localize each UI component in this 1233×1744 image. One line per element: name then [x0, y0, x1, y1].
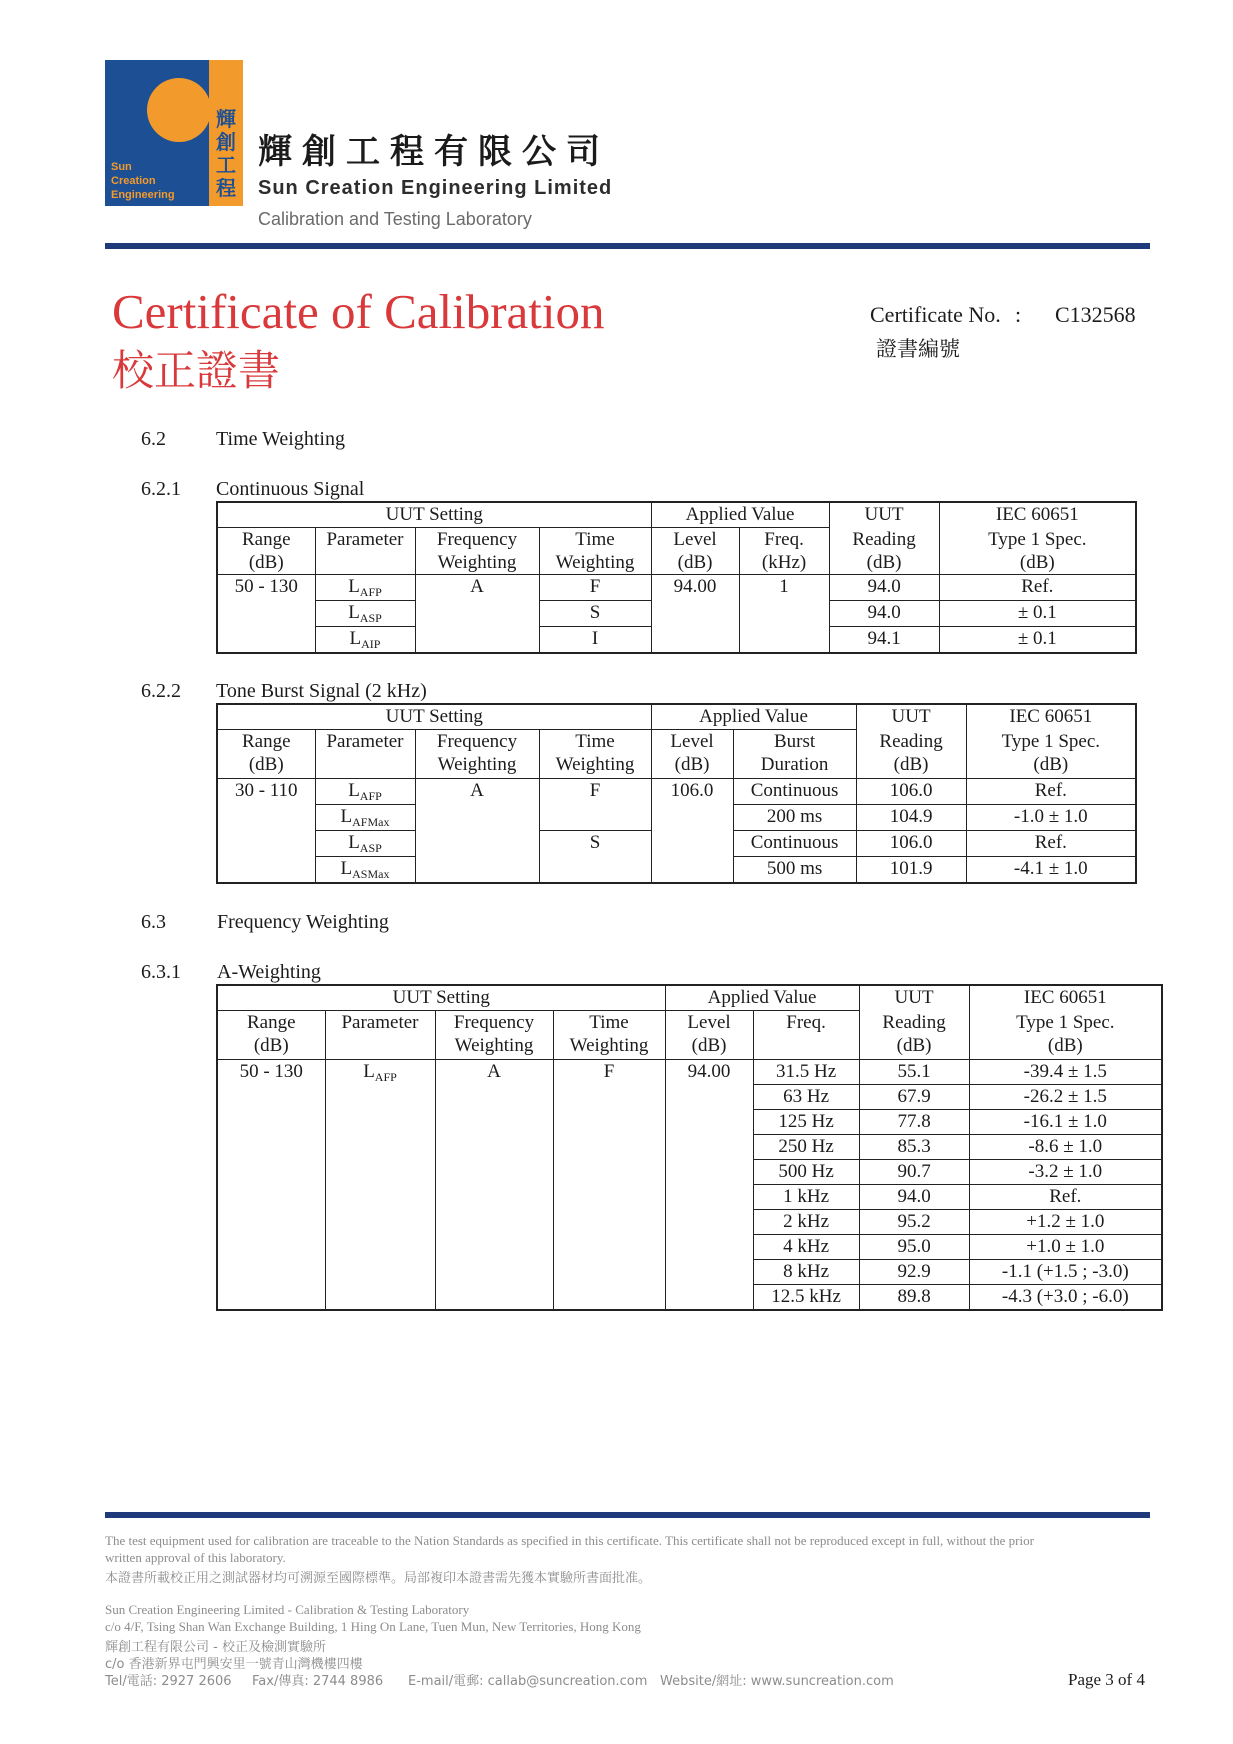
header-line: Weighting — [437, 754, 517, 775]
address-line-chinese: c/o 香港新界屯門興安里一號青山灣機樓四樓 — [105, 1657, 363, 1672]
parameter-subscript: AIP — [361, 637, 381, 651]
website: Website/網址: www.suncreation.com — [660, 1674, 894, 1689]
reading-cell: 104.9 — [856, 805, 966, 831]
header-line: (dB) — [674, 754, 710, 775]
spec-cell: Ref. — [969, 1185, 1162, 1210]
freq-cell: 1 — [739, 575, 829, 654]
time-weighting-header — [539, 730, 651, 779]
freq-cell: 4 kHz — [753, 1235, 859, 1260]
header-line: Time — [575, 731, 615, 752]
header-line: Weighting — [437, 552, 517, 573]
header-line: Duration — [760, 754, 829, 775]
header-divider — [105, 243, 1150, 249]
time-weighting-header — [539, 528, 651, 575]
reading-cell: 94.0 — [829, 575, 939, 601]
section-title: Continuous Signal — [216, 478, 365, 500]
reading-cell: 94.1 — [829, 627, 939, 654]
uut-header: UUT — [829, 502, 939, 528]
parameter-symbol: L — [348, 602, 360, 623]
spec-cell: -4.3 (+3.0 ; -6.0) — [969, 1285, 1162, 1311]
header-line: (dB) — [896, 1034, 932, 1056]
header-line: (dB) — [1047, 1034, 1083, 1056]
spec-cell: +1.2 ± 1.0 — [969, 1210, 1162, 1235]
parameter-subscript: ASP — [359, 841, 382, 855]
sun-icon — [147, 78, 211, 142]
header-line: Frequency — [453, 1012, 535, 1033]
spec-cell: -26.2 ± 1.5 — [969, 1085, 1162, 1110]
header-line: Weighting — [569, 1035, 649, 1056]
logo-vertical-text — [212, 108, 240, 200]
header-line: Parameter — [326, 529, 404, 550]
freq-header — [753, 1011, 859, 1060]
uut-setting-header: UUT Setting — [217, 502, 651, 528]
header-line: Weighting — [555, 754, 635, 775]
parameter-symbol: L — [348, 576, 360, 597]
range-cell: 50 - 130 — [217, 575, 315, 654]
parameter-header — [315, 730, 415, 779]
parameter-subscript: ASMax — [352, 867, 390, 881]
footer-divider — [105, 1512, 1150, 1518]
section-title: Tone Burst Signal (2 kHz) — [216, 680, 427, 702]
section-title: Time Weighting — [216, 428, 345, 450]
spec-cell: Ref. — [966, 779, 1136, 805]
reading-cell: 95.2 — [859, 1210, 969, 1235]
header-line: Time — [589, 1012, 629, 1033]
fax: Fax/傳真: 2744 8986 — [252, 1674, 384, 1689]
header-line: Type 1 Spec. — [1001, 730, 1101, 752]
parameter-cell — [315, 601, 415, 627]
address-line-chinese: 輝創工程有限公司 - 校正及檢測實驗所 — [105, 1640, 326, 1655]
time-weighting-cell: I — [539, 627, 651, 654]
certificate-number-label: Certificate No. — [870, 302, 1001, 327]
applied-value-header: Applied Value — [665, 985, 859, 1011]
header-line: Freq. — [764, 529, 804, 550]
section-title: A-Weighting — [217, 961, 321, 983]
time-weighting-cell: F — [539, 779, 651, 831]
freq-cell: 2 kHz — [753, 1210, 859, 1235]
range-header — [217, 528, 315, 575]
header-line: (dB) — [253, 1035, 289, 1056]
header-line: Type 1 Spec. — [1016, 1011, 1115, 1033]
company-logo — [105, 60, 243, 206]
page-number: Page 3 of 4 — [1068, 1670, 1145, 1689]
spec-cell: Ref. — [966, 831, 1136, 857]
traceability-note: written approval of this laboratory. — [105, 1550, 286, 1565]
spec-cell: -8.6 ± 1.0 — [969, 1135, 1162, 1160]
time-weighting-cell: F — [553, 1060, 665, 1311]
range-header — [217, 730, 315, 779]
logo-char: 創 — [216, 130, 236, 154]
logo-char: 工 — [216, 153, 236, 177]
spec-cell: ± 0.1 — [939, 627, 1136, 654]
header-line: Burst — [773, 731, 816, 752]
freq-cell: 12.5 kHz — [753, 1285, 859, 1311]
frequency-weighting-header — [415, 528, 539, 575]
header-line: Reading — [879, 730, 943, 752]
header-line: Range — [241, 731, 291, 752]
a-weighting-table — [216, 984, 1163, 1311]
header-line: (dB) — [691, 1035, 727, 1056]
time-weighting-cell: S — [539, 831, 651, 884]
header-line: Weighting — [454, 1035, 534, 1056]
parameter-symbol: L — [340, 858, 353, 879]
spec-cell: Ref. — [939, 575, 1136, 601]
continuous-signal-table — [216, 501, 1137, 654]
parameter-subscript: AFP — [359, 789, 382, 803]
logo-char: 程 — [216, 176, 236, 200]
header-line: Level — [670, 731, 714, 752]
time-weighting-header — [553, 1011, 665, 1060]
parameter-symbol: L — [348, 832, 360, 853]
section-number: 6.3.1 — [141, 961, 181, 983]
laboratory-name: Calibration and Testing Laboratory — [258, 209, 532, 229]
level-cell: 94.00 — [665, 1060, 753, 1311]
burst-duration-cell: Continuous — [733, 831, 856, 857]
header-line: (dB) — [1019, 551, 1055, 573]
parameter-subscript: ASP — [359, 611, 382, 625]
certificate-title-chinese: 校正證書 — [112, 346, 281, 395]
reading-cell: 85.3 — [859, 1135, 969, 1160]
spec-cell: -1.1 (+1.5 ; -3.0) — [969, 1260, 1162, 1285]
header-line: Parameter — [326, 731, 404, 752]
reading-cell: 92.9 — [859, 1260, 969, 1285]
reading-cell: 89.8 — [859, 1285, 969, 1311]
reading-header — [856, 730, 966, 779]
certificate-title: Certificate of Calibration — [112, 284, 605, 339]
level-cell: 106.0 — [651, 779, 733, 884]
section-number: 6.3 — [141, 911, 166, 933]
frequency-weighting-header — [415, 730, 539, 779]
address-line: Sun Creation Engineering Limited - Calibration & Testing Laboratory — [105, 1602, 470, 1617]
company-name-chinese: 輝創工程有限公司 — [258, 132, 610, 172]
parameter-symbol: L — [349, 628, 362, 649]
certificate-number-colon: : — [1015, 302, 1022, 327]
frequency-weighting-cell: A — [415, 575, 539, 654]
traceability-note: The test equipment used for calibration are traceable to the Nation Standards as specified in this certificate. This certificate shall not be reproduced except in full, without the prior — [105, 1533, 1034, 1548]
table-row — [217, 779, 1136, 805]
reading-cell: 101.9 — [856, 857, 966, 884]
section-number: 6.2 — [141, 428, 166, 450]
certificate-number-label-chinese: 證書編號 — [876, 337, 960, 361]
company-name-english: Sun Creation Engineering Limited — [258, 177, 613, 199]
burst-duration-header — [733, 730, 856, 779]
section-number: 6.2.1 — [141, 478, 181, 500]
uut-setting-header: UUT Setting — [217, 985, 665, 1011]
telephone: Tel/電話: 2927 2606 — [105, 1674, 232, 1689]
reading-cell: 106.0 — [856, 779, 966, 805]
header-line: Time — [575, 529, 615, 550]
level-cell: 94.00 — [651, 575, 739, 654]
spec-cell: -4.1 ± 1.0 — [966, 857, 1136, 884]
freq-cell: 500 Hz — [753, 1160, 859, 1185]
burst-duration-cell: 500 ms — [733, 857, 856, 884]
header-line: (dB) — [893, 753, 929, 775]
parameter-cell — [315, 779, 415, 805]
burst-duration-cell: Continuous — [733, 779, 856, 805]
header-line: Weighting — [555, 552, 635, 573]
parameter-subscript: AFP — [374, 1070, 397, 1084]
spec-cell: ± 0.1 — [939, 601, 1136, 627]
header-line: Range — [241, 529, 291, 550]
freq-cell: 250 Hz — [753, 1135, 859, 1160]
freq-cell: 31.5 Hz — [753, 1060, 859, 1085]
reading-cell: 90.7 — [859, 1160, 969, 1185]
parameter-subscript: AFMax — [352, 815, 390, 829]
frequency-weighting-cell: A — [415, 779, 539, 884]
tone-burst-table — [216, 703, 1137, 884]
range-cell: 50 - 130 — [217, 1060, 325, 1311]
reading-cell: 94.0 — [859, 1185, 969, 1210]
traceability-note-chinese: 本證書所載校正用之測試器材均可溯源至國際標準。局部複印本證書需先獲本實驗所書面批准。 — [105, 1571, 652, 1586]
freq-header — [739, 528, 829, 575]
uut-header: UUT — [856, 704, 966, 730]
reading-cell: 94.0 — [829, 601, 939, 627]
time-weighting-cell: S — [539, 601, 651, 627]
header-line: (dB) — [677, 552, 713, 573]
range-header — [217, 1011, 325, 1060]
freq-cell: 8 kHz — [753, 1260, 859, 1285]
parameter-subscript: AFP — [359, 585, 382, 599]
spec-cell: -39.4 ± 1.5 — [969, 1060, 1162, 1085]
header-line: Reading — [882, 1011, 946, 1033]
header-line: Frequency — [436, 529, 518, 550]
logo-word: Engineering — [111, 189, 175, 201]
freq-cell: 63 Hz — [753, 1085, 859, 1110]
applied-value-header: Applied Value — [651, 704, 856, 730]
parameter-symbol: L — [340, 806, 353, 827]
logo-wordmark — [111, 160, 207, 202]
header-line: (kHz) — [761, 552, 807, 573]
level-header — [665, 1011, 753, 1060]
parameter-header — [315, 528, 415, 575]
header-line: Freq. — [786, 1012, 826, 1033]
parameter-symbol: L — [348, 780, 360, 801]
logo-word: Creation — [111, 175, 156, 187]
iec-header: IEC 60651 — [939, 502, 1136, 528]
table-row — [217, 575, 1136, 601]
header-line: (dB) — [248, 754, 284, 775]
logo-char: 輝 — [216, 107, 236, 131]
reading-cell: 55.1 — [859, 1060, 969, 1085]
freq-cell: 1 kHz — [753, 1185, 859, 1210]
table-row — [217, 1060, 1162, 1085]
frequency-weighting-header — [435, 1011, 553, 1060]
parameter-cell — [315, 627, 415, 654]
header-line: Level — [687, 1012, 731, 1033]
reading-cell: 106.0 — [856, 831, 966, 857]
header-line: (dB) — [1033, 753, 1069, 775]
burst-duration-cell: 200 ms — [733, 805, 856, 831]
spec-header — [969, 1011, 1162, 1060]
parameter-cell — [315, 805, 415, 831]
reading-cell: 77.8 — [859, 1110, 969, 1135]
uut-setting-header: UUT Setting — [217, 704, 651, 730]
header-line: (dB) — [248, 552, 284, 573]
parameter-cell — [315, 857, 415, 884]
header-line: Parameter — [341, 1012, 419, 1033]
iec-header: IEC 60651 — [966, 704, 1136, 730]
header-line: Type 1 Spec. — [988, 528, 1087, 550]
spec-cell: -1.0 ± 1.0 — [966, 805, 1136, 831]
section-number: 6.2.2 — [141, 680, 181, 702]
level-header — [651, 528, 739, 575]
spec-cell: -16.1 ± 1.0 — [969, 1110, 1162, 1135]
freq-cell: 125 Hz — [753, 1110, 859, 1135]
iec-header: IEC 60651 — [969, 985, 1162, 1011]
time-weighting-cell: F — [539, 575, 651, 601]
reading-cell: 95.0 — [859, 1235, 969, 1260]
parameter-cell — [315, 831, 415, 857]
header-line: (dB) — [866, 551, 902, 573]
logo-word: Sun — [111, 161, 132, 173]
parameter-cell — [315, 575, 415, 601]
address-line: c/o 4/F, Tsing Shan Wan Exchange Building, 1 Hing On Lane, Tuen Mun, New Territories, Hong Kong — [105, 1619, 641, 1634]
spec-header — [939, 528, 1136, 575]
reading-header — [859, 1011, 969, 1060]
header-line: Reading — [852, 528, 916, 550]
parameter-symbol: L — [363, 1061, 375, 1082]
level-header — [651, 730, 733, 779]
spec-cell: -3.2 ± 1.0 — [969, 1160, 1162, 1185]
section-title: Frequency Weighting — [217, 911, 389, 933]
header-line: Frequency — [436, 731, 518, 752]
range-cell: 30 - 110 — [217, 779, 315, 884]
spec-header — [966, 730, 1136, 779]
email: E-mail/電郵: callab@suncreation.com — [408, 1674, 648, 1689]
header-line: Level — [673, 529, 717, 550]
reading-header — [829, 528, 939, 575]
parameter-cell — [325, 1060, 435, 1311]
reading-cell: 67.9 — [859, 1085, 969, 1110]
uut-header: UUT — [859, 985, 969, 1011]
parameter-header — [325, 1011, 435, 1060]
header-line: Range — [246, 1012, 296, 1033]
certificate-number: C132568 — [1055, 302, 1136, 327]
spec-cell: +1.0 ± 1.0 — [969, 1235, 1162, 1260]
applied-value-header: Applied Value — [651, 502, 829, 528]
frequency-weighting-cell: A — [435, 1060, 553, 1311]
